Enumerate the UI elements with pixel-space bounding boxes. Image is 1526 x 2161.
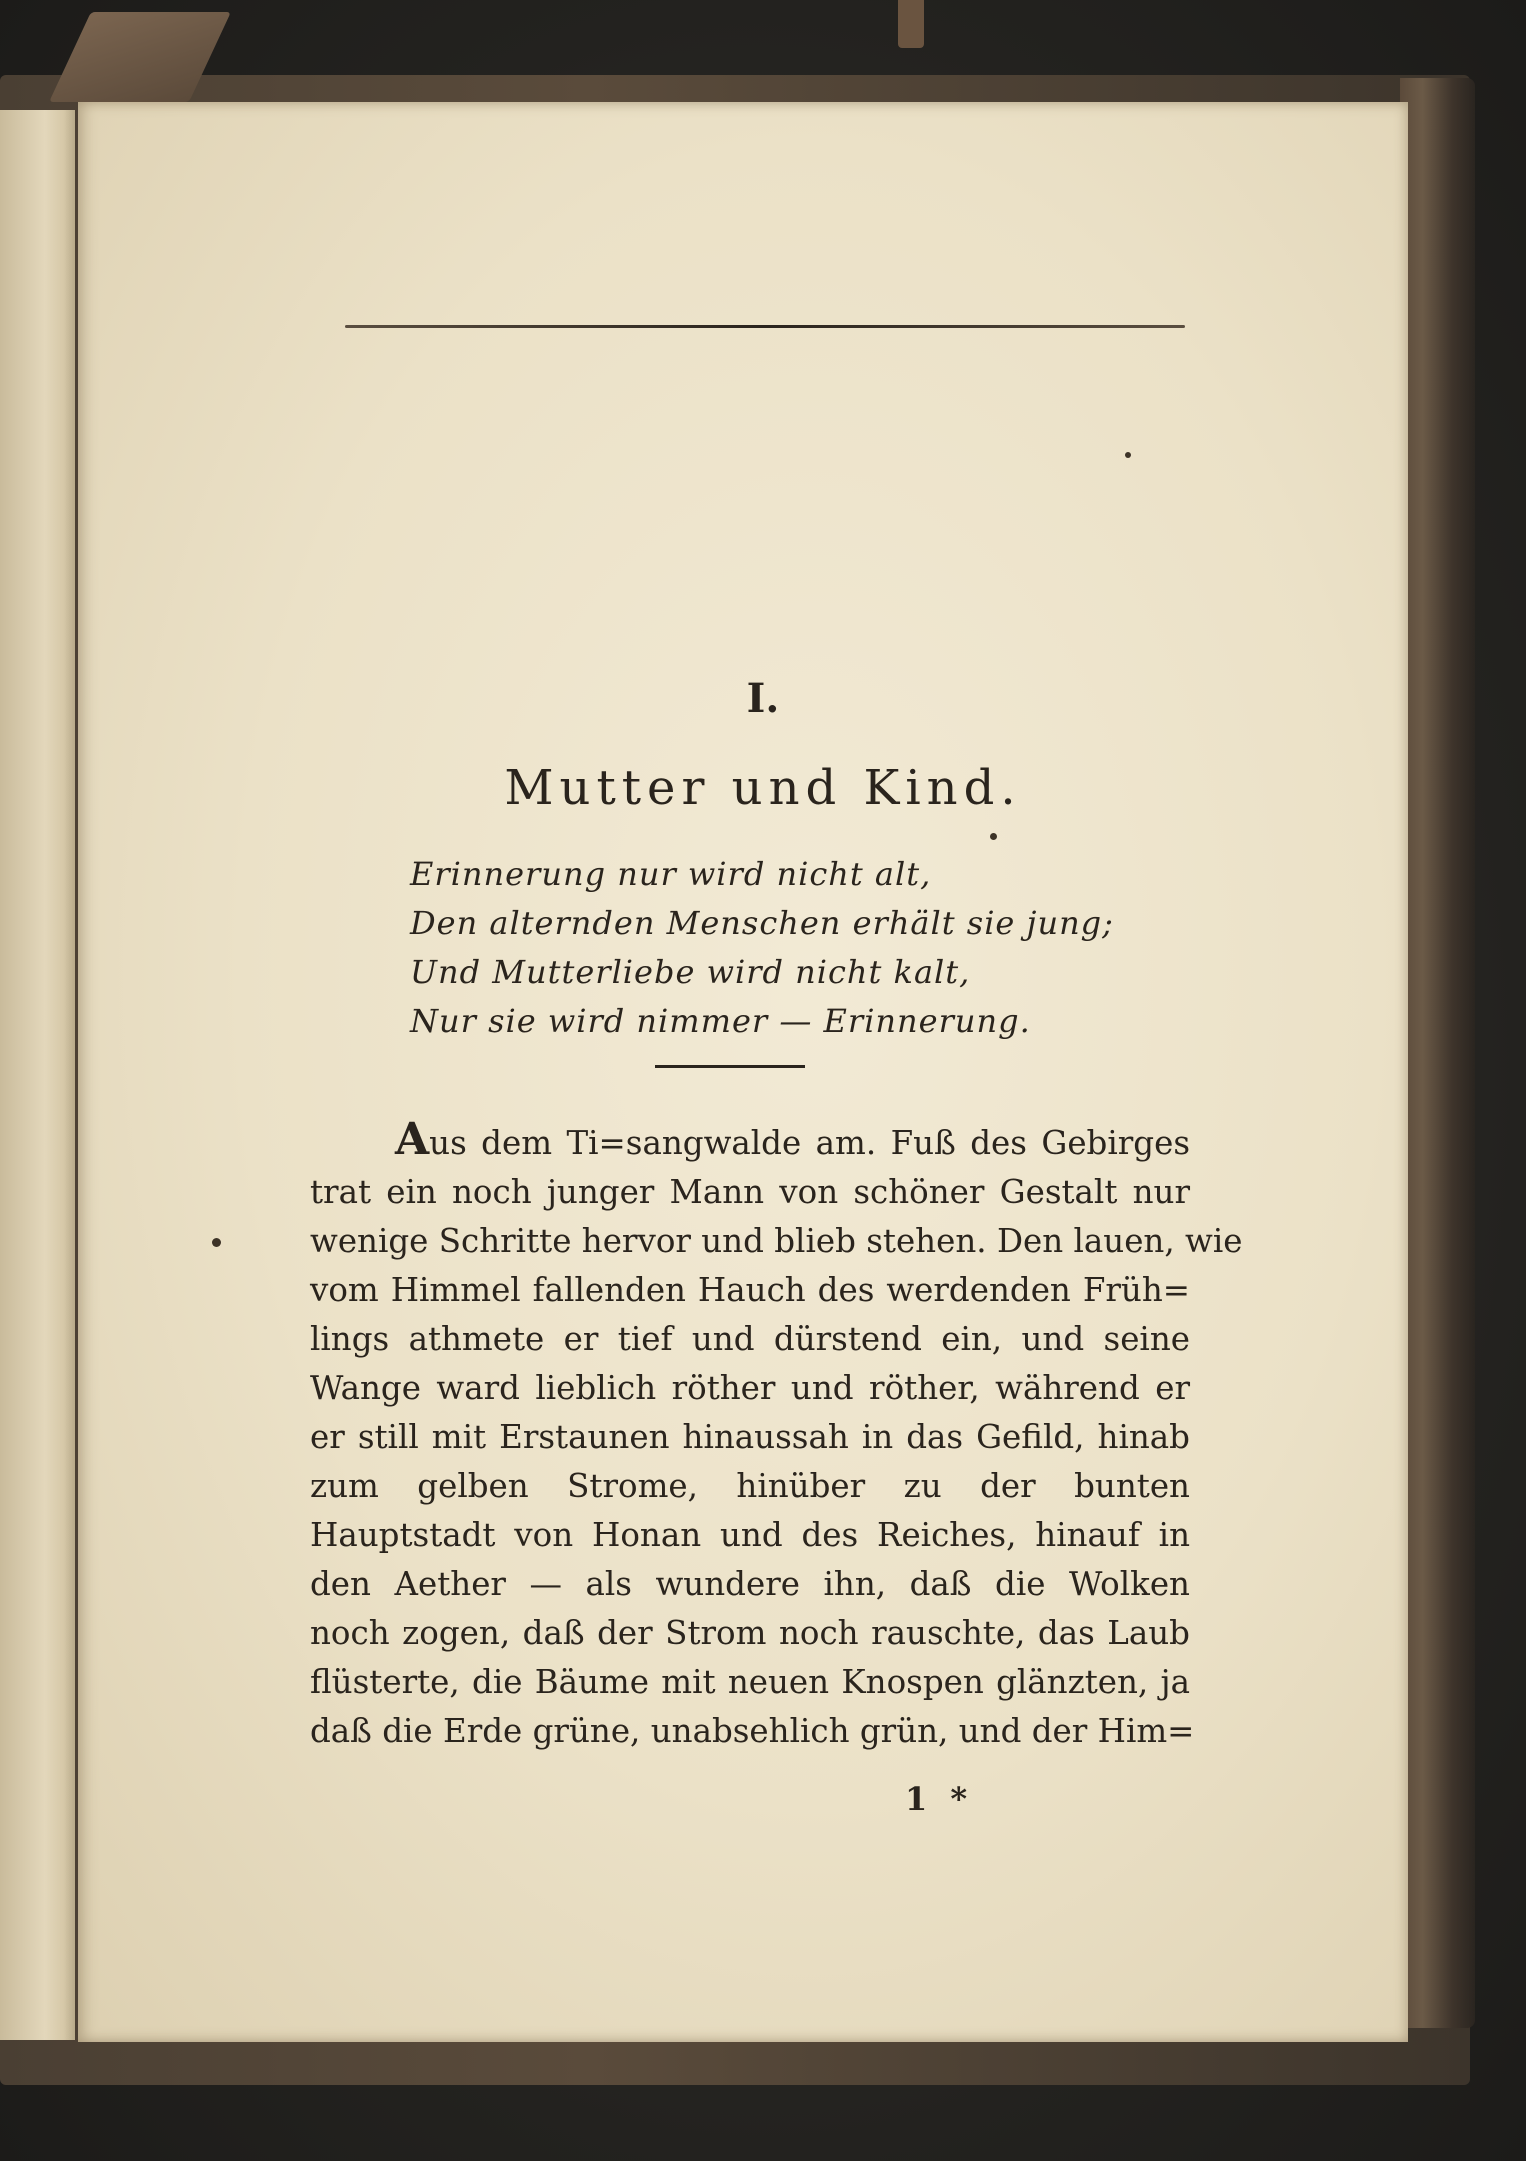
ink-speck: [1125, 452, 1131, 458]
page-tab: [898, 0, 924, 48]
page-signature: 1 *: [905, 1780, 974, 1818]
ink-speck: [212, 1238, 221, 1247]
body-line: wenige Schritte hervor und blieb stehen. Den lauen, wie: [310, 1222, 1243, 1260]
header-rule: [345, 325, 1185, 328]
chapter-title: Mutter und Kind.: [504, 760, 1022, 816]
body-line: lings athmete er tief und dürstend ein, und seine: [310, 1320, 1190, 1358]
epigraph: [410, 850, 1114, 1046]
drop-cap: A: [395, 1114, 430, 1165]
body-line: Hauptstadt von Honan und des Reiches, hinauf in: [310, 1516, 1190, 1554]
body-line: flüsterte, die Bäume mit neuen Knospen glänzten, ja: [310, 1663, 1190, 1701]
body-text: [310, 1114, 1243, 1756]
body-line: zum gelben Strome, hinüber zu der bunten: [310, 1467, 1190, 1505]
left-page-edge: [0, 110, 75, 2040]
ink-speck: [990, 833, 997, 840]
epigraph-line: Den alternden Menschen erhält sie jung;: [410, 904, 1114, 942]
epigraph-line: Erinnerung nur wird nicht alt,: [410, 855, 932, 893]
section-divider: [655, 1065, 805, 1068]
chapter-number: I.: [746, 675, 780, 722]
book-spine: [1400, 78, 1475, 2028]
body-line: daß die Erde grüne, unabsehlich grün, und der Him=: [310, 1712, 1195, 1750]
body-line: den Aether — als wundere ihn, daß die Wolken: [310, 1565, 1190, 1603]
body-line-text: us dem Ti=sangwalde am. Fuß des Gebirges: [429, 1124, 1190, 1162]
body-line: noch zogen, daß der Strom noch rauschte, das Laub: [310, 1614, 1190, 1652]
body-line: er still mit Erstaunen hinaussah in das Gefild, hinab: [310, 1418, 1190, 1456]
body-line: Wange ward lieblich röther und röther, während er: [310, 1369, 1190, 1407]
body-line: trat ein noch junger Mann von schöner Gestalt nur: [310, 1173, 1190, 1211]
epigraph-line: Nur sie wird nimmer — Erinnerung.: [410, 1002, 1031, 1040]
epigraph-line: Und Mutterliebe wird nicht kalt,: [410, 953, 971, 991]
body-line: [310, 1115, 1190, 1168]
body-line: vom Himmel fallenden Hauch des werdenden Früh=: [310, 1271, 1190, 1309]
